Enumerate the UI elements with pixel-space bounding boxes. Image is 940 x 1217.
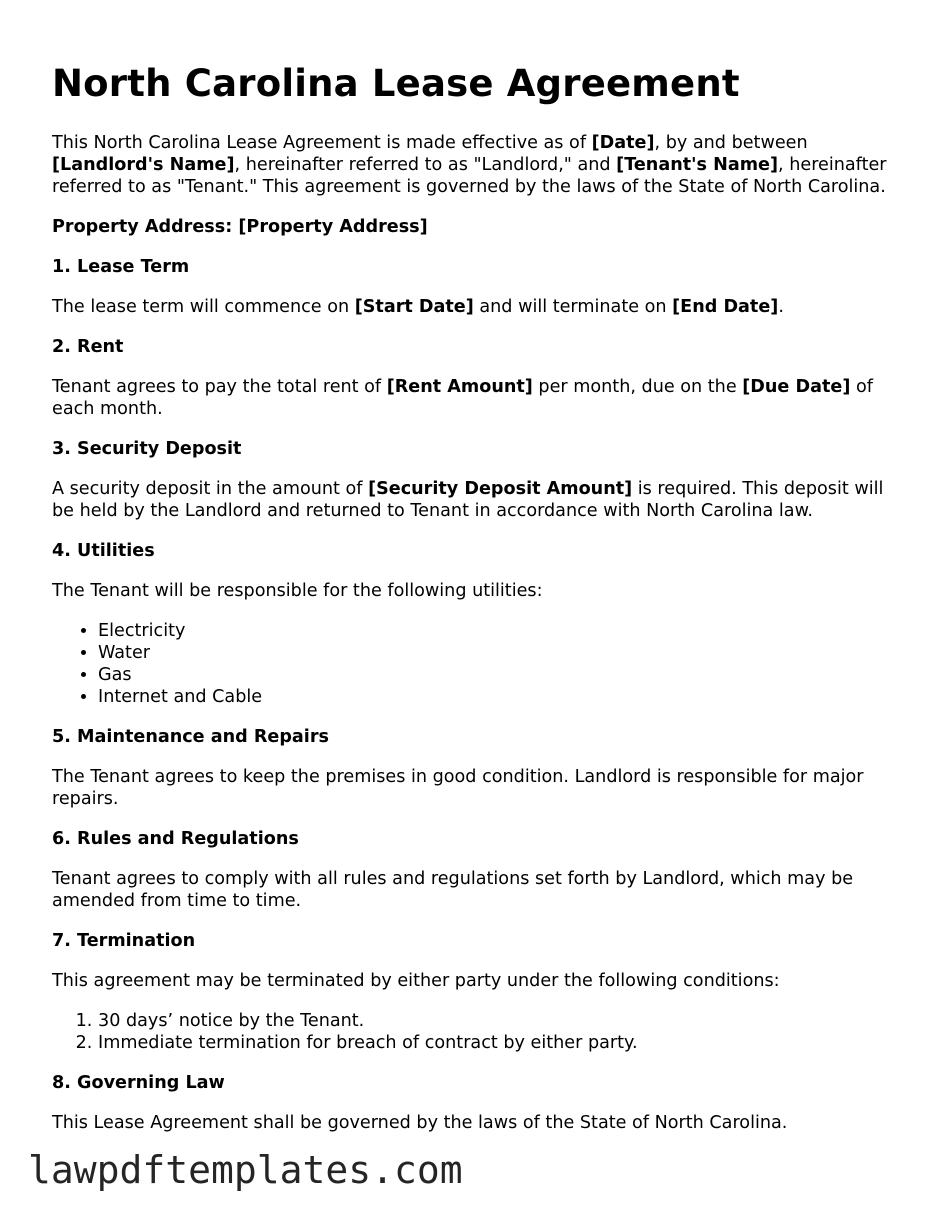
deposit-text-1: A security deposit in the amount of	[52, 479, 369, 500]
section-heading-termination: 7. Termination	[52, 931, 196, 952]
rent-paragraph	[52, 376, 892, 420]
section-heading-utilities: 4. Utilities	[52, 541, 155, 562]
rent-text-2: per month, due on the	[532, 377, 743, 398]
rent-text-3: of each month.	[52, 377, 873, 420]
deposit-paragraph	[52, 478, 892, 522]
intro-text-4: , hereinafter referred to as "Tenant." This agreement is governed by the laws of the State of North Carolina.	[52, 155, 887, 198]
lease-term-paragraph	[52, 296, 892, 318]
section-heading-governing-law: 8. Governing Law	[52, 1073, 225, 1094]
list-item: • Electricity	[98, 620, 892, 642]
start-date-placeholder: [Start Date]	[354, 297, 474, 318]
utilities-paragraph: The Tenant will be responsible for the following utilities:	[52, 581, 543, 602]
intro-text-2: , by and between	[654, 133, 808, 154]
intro-text-3: , hereinafter referred to as "Landlord," and	[234, 155, 617, 176]
list-item: 1. 30 days’ notice by the Tenant.	[98, 1010, 892, 1032]
deposit-text-2: is required. This deposit will be held by the Landlord and returned to Tenant in accordance with North Carolina law.	[52, 479, 884, 522]
maintenance-paragraph: The Tenant agrees to keep the premises in good condition. Landlord is responsible for major repairs.	[52, 767, 864, 810]
due-date-placeholder: [Due Date]	[742, 377, 851, 398]
list-item: • Gas	[98, 664, 892, 686]
termination-list	[52, 1010, 892, 1054]
section-heading-lease-term: 1. Lease Term	[52, 257, 190, 278]
document-page	[52, 62, 892, 1152]
end-date-placeholder: [End Date]	[672, 297, 779, 318]
section-heading-rules: 6. Rules and Regulations	[52, 829, 299, 850]
rules-paragraph: Tenant agrees to comply with all rules and regulations set forth by Landlord, which may be amended from time to time.	[52, 869, 854, 912]
governing-law-paragraph: This Lease Agreement shall be governed by the laws of the State of North Carolina.	[52, 1113, 788, 1134]
tenant-name-placeholder: [Tenant's Name]	[616, 155, 779, 176]
intro-paragraph	[52, 132, 892, 198]
lease-term-text-3: .	[778, 297, 784, 318]
property-address: Property Address: [Property Address]	[52, 217, 428, 238]
document-title: North Carolina Lease Agreement	[52, 62, 740, 105]
intro-text-1: This North Carolina Lease Agreement is made effective as of	[52, 133, 592, 154]
rent-text-1: Tenant agrees to pay the total rent of	[52, 377, 387, 398]
deposit-amount-placeholder: [Security Deposit Amount]	[368, 479, 633, 500]
list-item: • Internet and Cable	[98, 686, 892, 708]
section-heading-maintenance: 5. Maintenance and Repairs	[52, 727, 329, 748]
termination-paragraph: This agreement may be terminated by either party under the following conditions:	[52, 971, 780, 992]
utilities-list	[52, 620, 892, 708]
landlord-name-placeholder: [Landlord's Name]	[52, 155, 235, 176]
list-item: • Water	[98, 642, 892, 664]
date-placeholder: [Date]	[591, 133, 655, 154]
section-heading-rent: 2. Rent	[52, 337, 124, 358]
watermark: lawpdftemplates.com	[28, 1148, 463, 1192]
lease-term-text-1: The lease term will commence on	[52, 297, 355, 318]
lease-term-text-2: and will terminate on	[473, 297, 673, 318]
list-item: 2. Immediate termination for breach of contract by either party.	[98, 1032, 892, 1054]
rent-amount-placeholder: [Rent Amount]	[386, 377, 533, 398]
section-heading-security-deposit: 3. Security Deposit	[52, 439, 242, 460]
